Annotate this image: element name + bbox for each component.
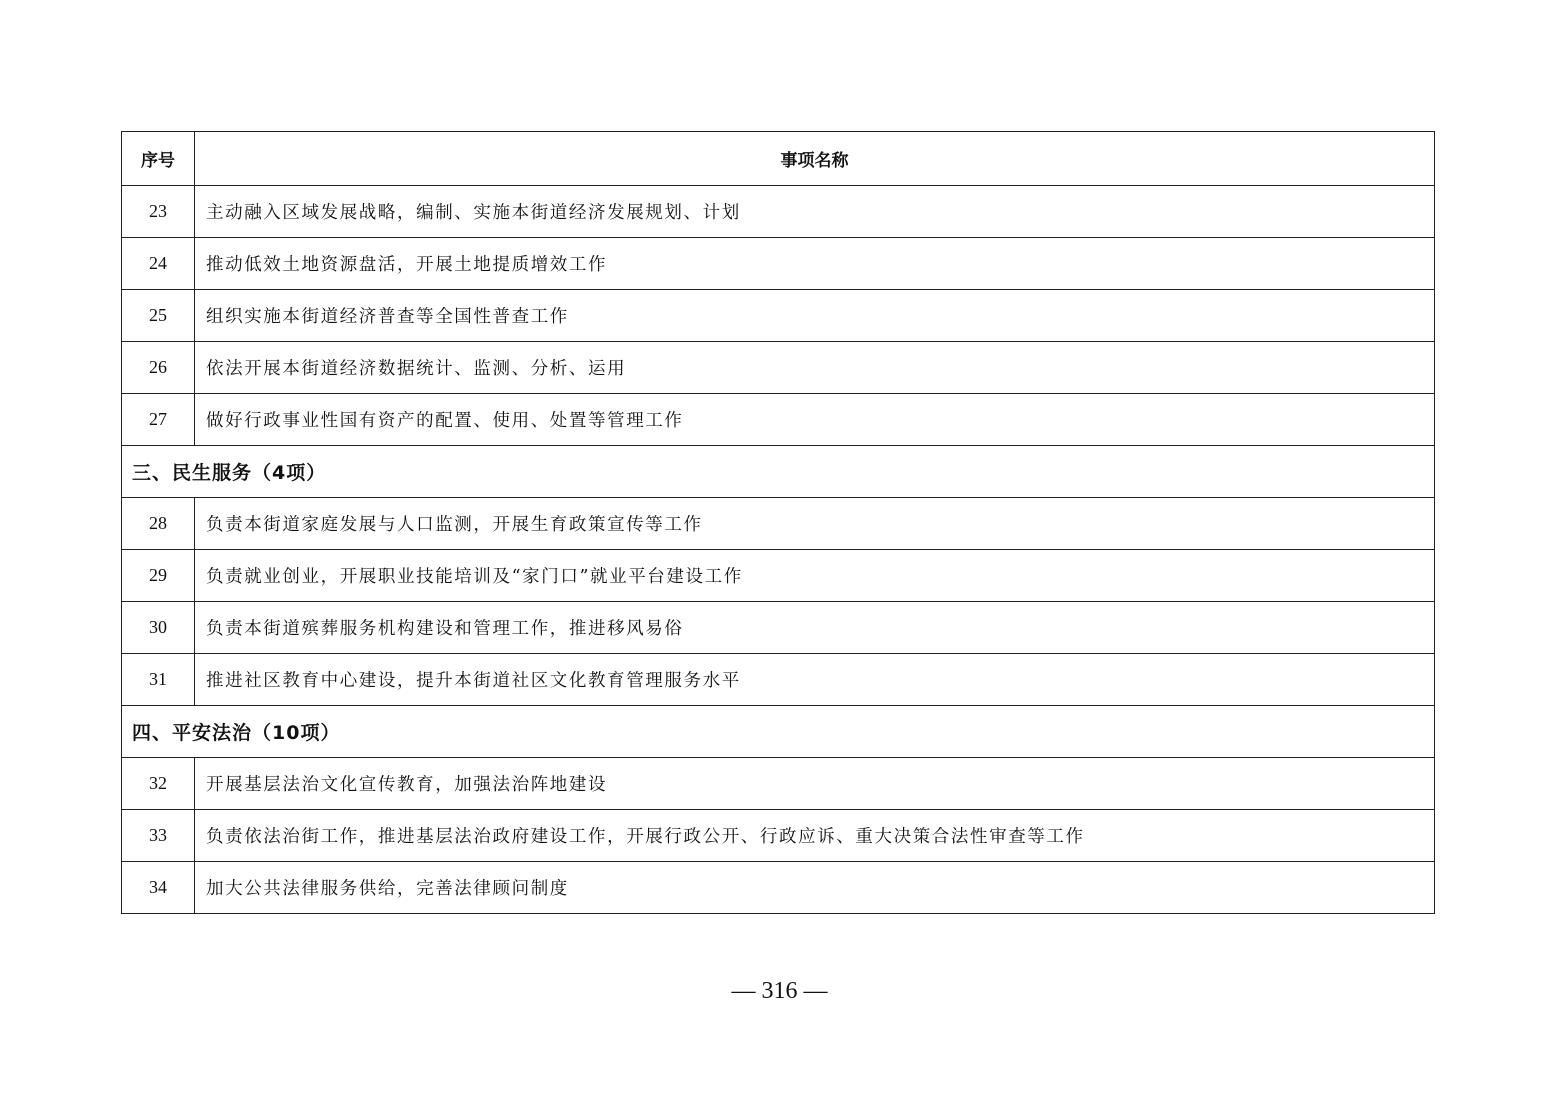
row-item-name: 推动低效土地资源盘活，开展土地提质增效工作 — [195, 238, 1435, 290]
row-number: 34 — [122, 862, 195, 914]
row-number: 32 — [122, 758, 195, 810]
row-number: 23 — [122, 186, 195, 238]
row-number: 31 — [122, 654, 195, 706]
row-number: 33 — [122, 810, 195, 862]
items-table — [121, 131, 1435, 914]
table-row — [122, 342, 1435, 394]
row-item-name: 推进社区教育中心建设，提升本街道社区文化教育管理服务水平 — [195, 654, 1435, 706]
table-row — [122, 810, 1435, 862]
table-row — [122, 290, 1435, 342]
column-header-number: 序号 — [122, 132, 195, 186]
table-row — [122, 862, 1435, 914]
table-header-row — [122, 132, 1435, 186]
table-row — [122, 498, 1435, 550]
row-item-name: 负责依法治街工作，推进基层法治政府建设工作，开展行政公开、行政应诉、重大决策合法性审查等工作 — [195, 810, 1435, 862]
table-row — [122, 550, 1435, 602]
row-number: 28 — [122, 498, 195, 550]
row-number: 26 — [122, 342, 195, 394]
section-title: 四、平安法治（10项） — [122, 706, 1435, 758]
table-row — [122, 238, 1435, 290]
row-item-name: 负责本街道殡葬服务机构建设和管理工作，推进移风易俗 — [195, 602, 1435, 654]
table-row — [122, 758, 1435, 810]
table-row — [122, 654, 1435, 706]
table-row — [122, 186, 1435, 238]
table-row — [122, 394, 1435, 446]
page-number: — 316 — — [731, 978, 828, 1004]
row-item-name: 主动融入区域发展战略，编制、实施本街道经济发展规划、计划 — [195, 186, 1435, 238]
row-item-name: 负责就业创业，开展职业技能培训及“家门口”就业平台建设工作 — [195, 550, 1435, 602]
row-item-name: 负责本街道家庭发展与人口监测，开展生育政策宣传等工作 — [195, 498, 1435, 550]
table-body — [122, 186, 1435, 914]
section-row — [122, 446, 1435, 498]
row-number: 30 — [122, 602, 195, 654]
row-number: 24 — [122, 238, 195, 290]
section-title: 三、民生服务（4项） — [122, 446, 1435, 498]
row-item-name: 加大公共法律服务供给，完善法律顾问制度 — [195, 862, 1435, 914]
row-number: 29 — [122, 550, 195, 602]
row-item-name: 开展基层法治文化宣传教育，加强法治阵地建设 — [195, 758, 1435, 810]
section-row — [122, 706, 1435, 758]
column-header-name: 事项名称 — [195, 132, 1435, 186]
row-number: 25 — [122, 290, 195, 342]
row-item-name: 做好行政事业性国有资产的配置、使用、处置等管理工作 — [195, 394, 1435, 446]
row-item-name: 依法开展本街道经济数据统计、监测、分析、运用 — [195, 342, 1435, 394]
table-row — [122, 602, 1435, 654]
row-item-name: 组织实施本街道经济普查等全国性普查工作 — [195, 290, 1435, 342]
row-number: 27 — [122, 394, 195, 446]
